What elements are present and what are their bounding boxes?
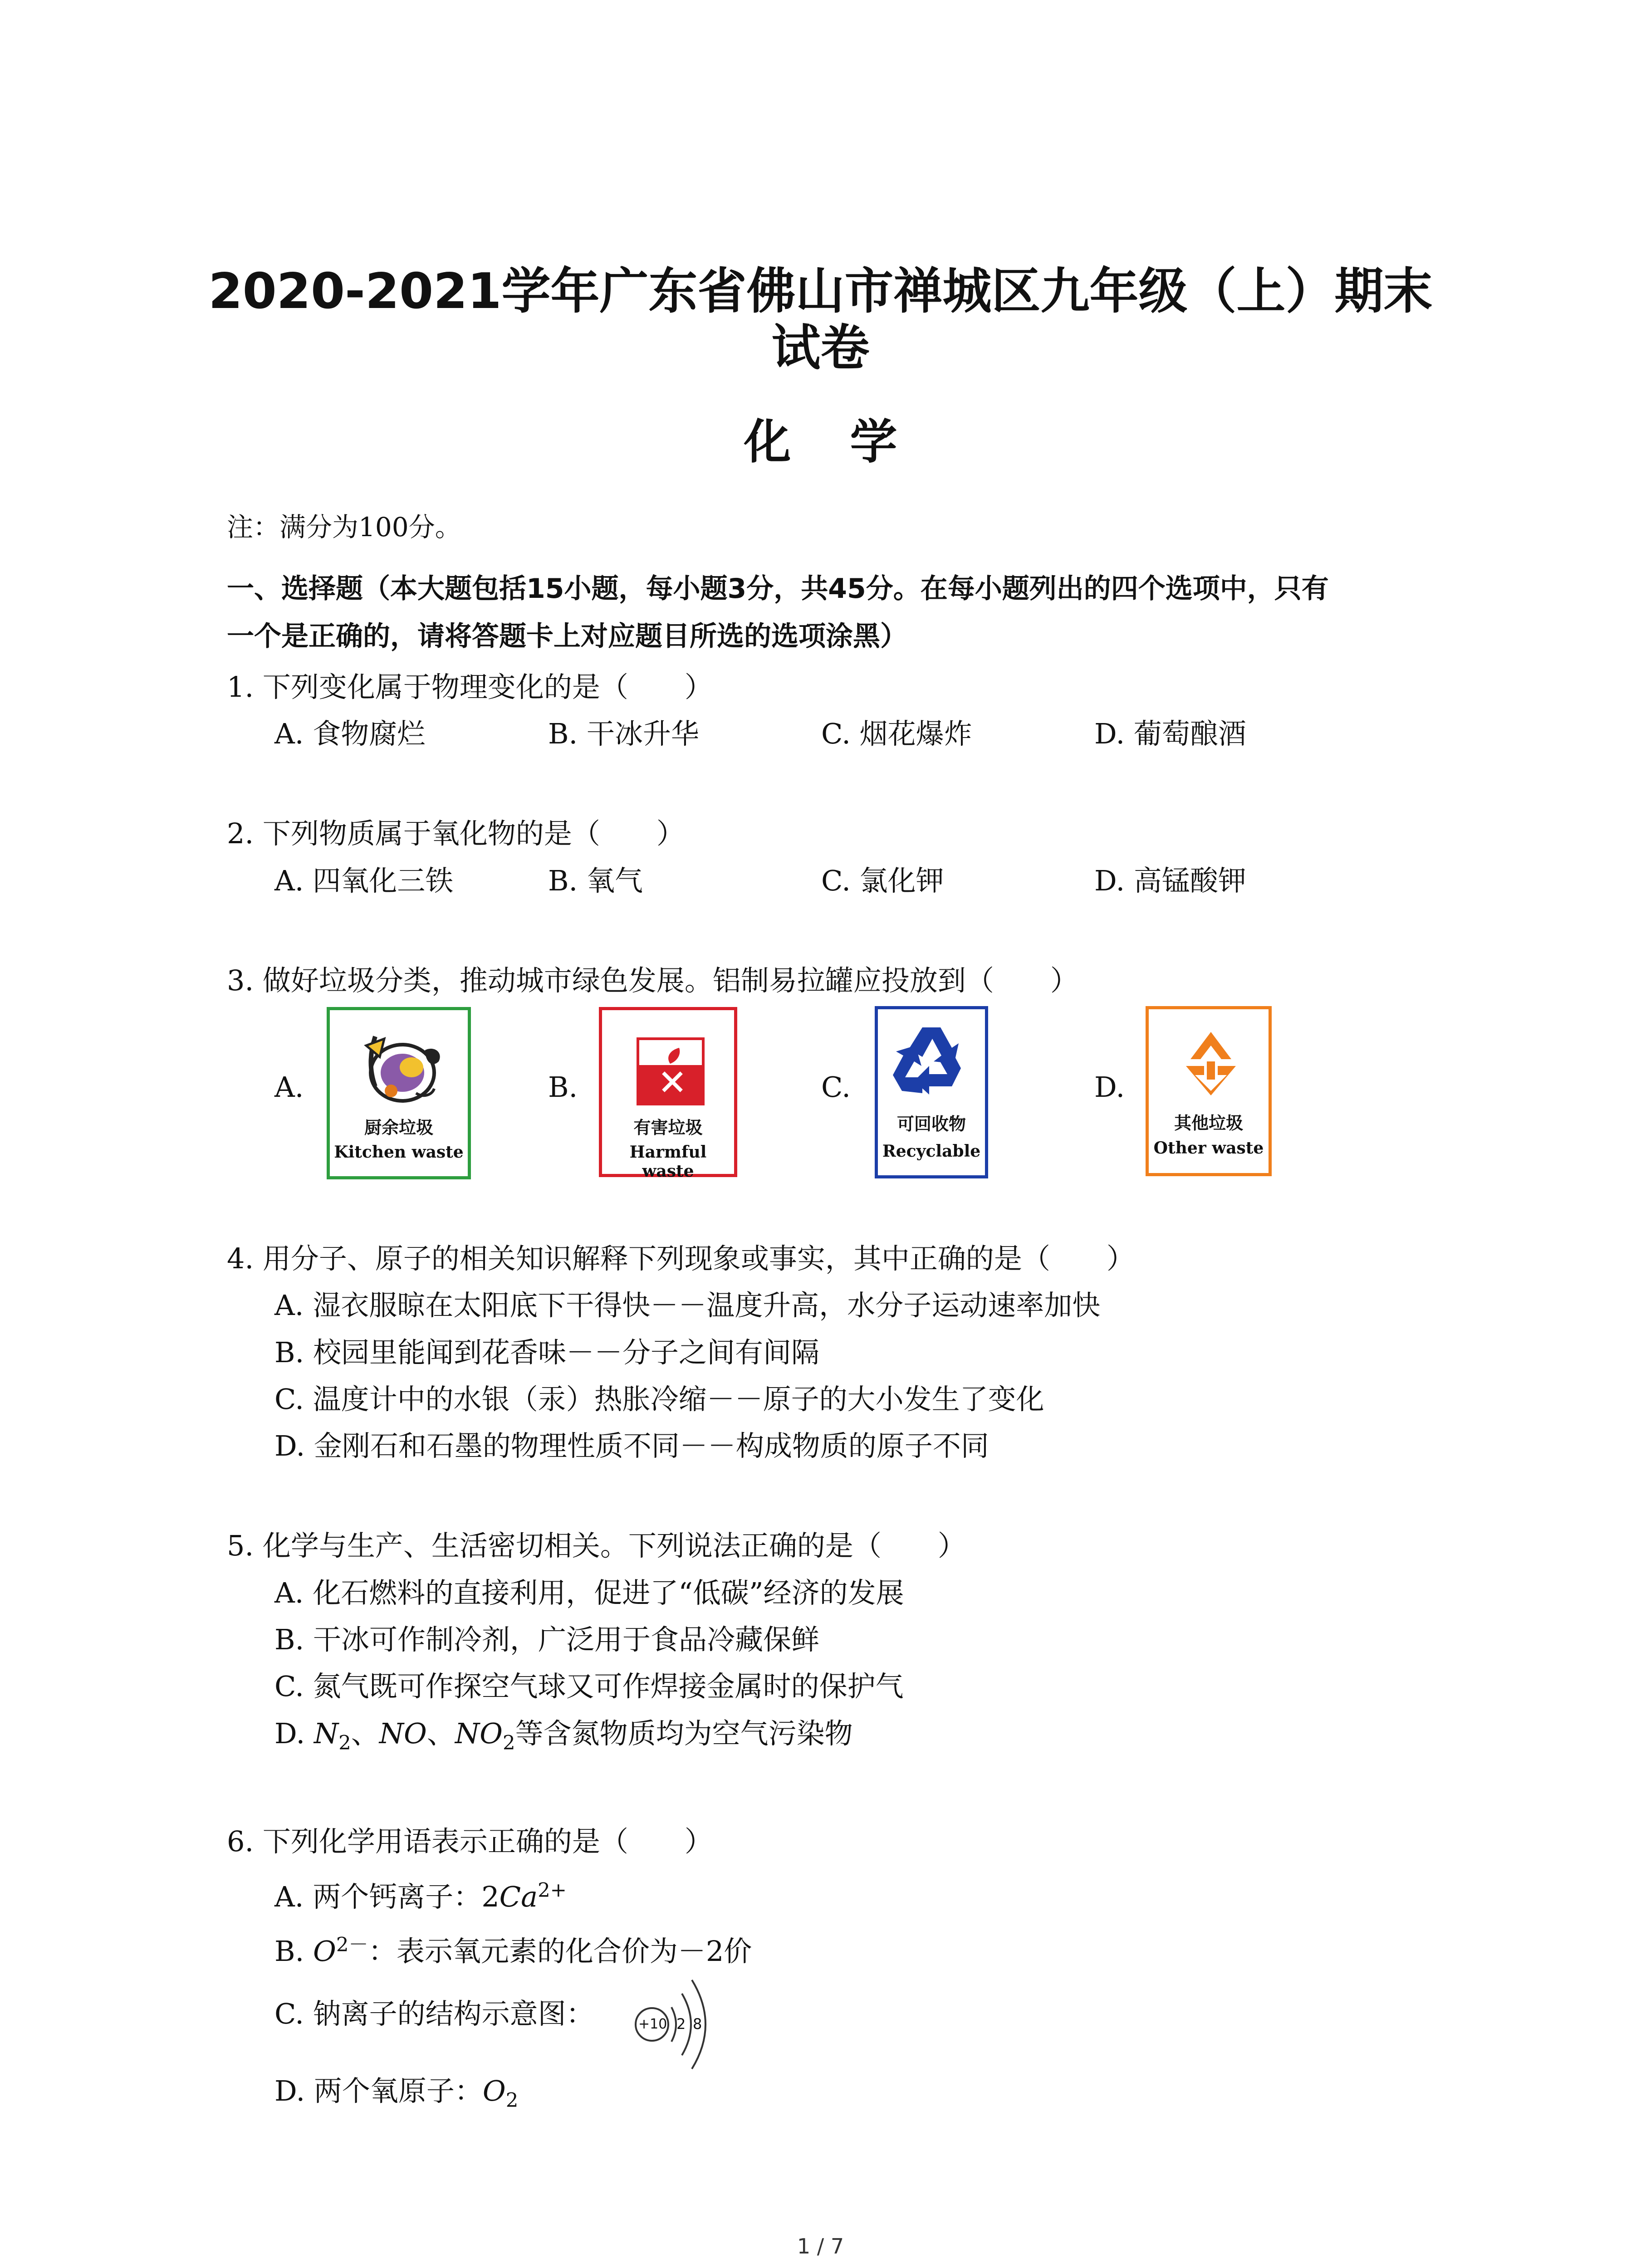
question-4-option-b[interactable]: B. 校园里能闻到花香味－－分子之间有间隔 [274,1336,819,1369]
score-note: 注：满分为100分。 [227,512,461,543]
recyclable-bin-sign[interactable] [875,1006,988,1178]
question-2-option-c[interactable]: C. 氯化钾 [821,864,944,897]
nucleus-charge: +10 [638,2016,667,2032]
option-text: 等含氮物质均为空气污染物 [515,1717,853,1750]
question-1-option-b[interactable]: B. 干冰升华 [548,717,699,750]
option-text: D. 两个氧原子： [274,2074,483,2107]
question-5-option-a[interactable]: A. 化石燃料的直接利用，促进了“低碳”经济的发展 [274,1576,904,1609]
harmful-waste-cn-label: 有害垃圾 [633,1118,703,1138]
subscript: 2 [505,2089,519,2112]
subscript: 2 [503,1731,515,1755]
kitchen-waste-en-label: Kitchen waste [334,1143,464,1162]
formula-no: NO [379,1717,427,1750]
formula-o2: O [482,2074,506,2107]
superscript: 2－ [336,1933,368,1956]
question-5-option-c[interactable]: C. 氮气既可作探空气球又可作焊接金属时的保护气 [274,1670,904,1703]
other-waste-bin-sign[interactable] [1146,1006,1272,1176]
other-waste-en-label: Other waste [1153,1139,1264,1158]
subject-title: 化学 [744,414,956,469]
option-letter: D. [274,1717,314,1750]
question-1-option-c[interactable]: C. 烟花爆炸 [821,717,972,750]
other-waste-icon [1177,1027,1245,1095]
shell-1-electrons: 2 [676,2015,686,2033]
question-3-option-c-letter[interactable]: C. [821,1070,851,1104]
question-1-option-a[interactable]: A. 食物腐烂 [274,717,426,750]
question-2-stem: 2. 下列物质属于氧化物的是（ ） [227,817,685,850]
question-4-stem: 4. 用分子、原子的相关知识解释下列现象或事实，其中正确的是（ ） [227,1242,1135,1275]
question-3-option-a-letter[interactable]: A. [274,1070,304,1104]
question-3-stem: 3. 做好垃圾分类，推动城市绿色发展。铝制易拉罐应投放到（ ） [227,964,1078,997]
question-5-option-b[interactable]: B. 干冰可作制冷剂，广泛用于食品冷藏保鲜 [274,1623,819,1656]
page-number: 1 / 7 [797,2234,844,2258]
formula-o: O [313,1935,336,1968]
question-6-option-c[interactable]: C. 钠离子的结构示意图： [274,1997,594,2030]
page-title-line2: 试卷 [771,320,870,376]
question-4-option-c[interactable]: C. 温度计中的水银（汞）热胀冷缩－－原子的大小发生了变化 [274,1383,1044,1416]
harmful-waste-bin-sign[interactable] [599,1007,737,1181]
section-header-line2: 一个是正确的，请将答题卡上对应题目所选的选项涂黑） [227,621,907,652]
question-6-option-b[interactable] [274,1929,752,1969]
section-header-line1: 一、选择题（本大题包括15小题，每小题3分，共45分。在每小题列出的四个选项中，只有 [227,573,1329,605]
recycle-icon [891,1018,972,1105]
question-5-option-d[interactable] [274,1711,853,1754]
question-2-option-a[interactable]: A. 四氧化三铁 [274,864,454,897]
option-text: A. 两个钙离子： [274,1880,482,1913]
question-6-stem: 6. 下列化学用语表示正确的是（ ） [227,1825,713,1858]
formula-no2: NO [455,1717,503,1750]
harmful-waste-icon [637,1037,705,1105]
formula-ca: Ca [499,1880,538,1913]
question-6-option-a[interactable] [274,1874,567,1915]
subscript: 2 [338,1731,351,1755]
separator: 、 [351,1717,379,1750]
recyclable-en-label: Recyclable [882,1142,981,1161]
recyclable-cn-label: 可回收物 [896,1114,966,1134]
question-1-stem: 1. 下列变化属于物理变化的是（ ） [227,670,713,704]
question-3-option-d-letter[interactable]: D. [1094,1070,1125,1104]
superscript: 2+ [538,1879,567,1902]
page-title: 2020-2021学年广东省佛山市禅城区九年级（上）期末 [208,263,1433,320]
question-1-option-d[interactable]: D. 葡萄酿酒 [1094,717,1246,750]
question-3-option-b-letter[interactable]: B. [548,1070,578,1104]
question-4-option-d[interactable]: D. 金刚石和石墨的物理性质不同－－构成物质的原子不同 [274,1429,989,1462]
kitchen-waste-bin-sign[interactable] [327,1007,471,1179]
shell-2-electrons: 8 [693,2015,702,2033]
kitchen-waste-cn-label: 厨余垃圾 [364,1118,433,1138]
other-waste-cn-label: 其他垃圾 [1174,1113,1243,1133]
question-6-option-d[interactable] [274,2068,518,2112]
question-2-option-d[interactable]: D. 高锰酸钾 [1094,864,1246,897]
option-text: ：表示氧元素的化合价为－2价 [368,1935,752,1968]
question-5-stem: 5. 化学与生产、生活密切相关。下列说法正确的是（ ） [227,1529,966,1562]
option-letter: B. [274,1935,313,1968]
formula-n2: N [314,1717,339,1750]
separator: 、 [426,1717,455,1750]
question-2-option-b[interactable]: B. 氧气 [548,864,643,897]
harmful-waste-en-label: Harmful waste [629,1143,707,1181]
coefficient: 2 [481,1880,500,1913]
sodium-ion-structure-diagram [628,1971,719,2075]
kitchen-waste-icon [348,1018,450,1111]
question-4-option-a[interactable]: A. 湿衣服晾在太阳底下干得快－－温度升高，水分子运动速率加快 [274,1289,1101,1322]
